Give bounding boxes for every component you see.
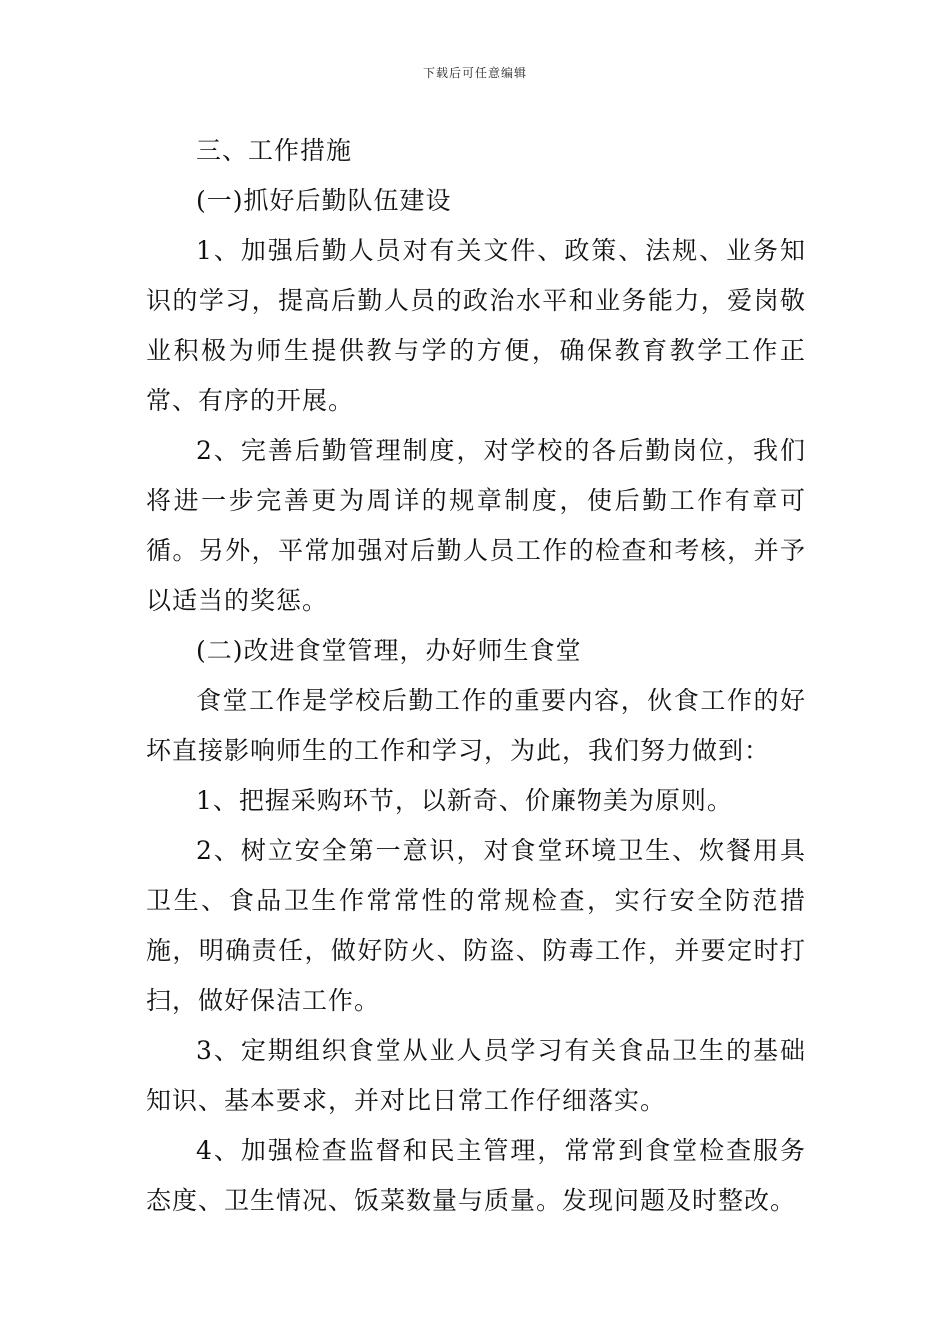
paragraph: 4、加强检查监督和民主管理，常常到食堂检查服务态度、卫生情况、饭菜数量与质量。发现问题及时整改。 [146, 1136, 806, 1215]
paragraph: 1、把握采购环节，以新奇、价廉物美为原则。 [196, 786, 733, 815]
subsection-heading: (二)改进食堂管理，办好师生食堂 [196, 636, 582, 665]
paragraph: 2、完善后勤管理制度，对学校的各后勤岗位，我们将进一步完善更为周详的规章制度，使后勤工作有章可循。另外，平常加强对后勤人员工作的检查和考核，并予以适当的奖惩。 [146, 436, 806, 615]
header-note: 下载后可任意编辑 [422, 66, 527, 80]
section-heading: 三、工作措施 [196, 136, 353, 165]
paragraph: 食堂工作是学校后勤工作的重要内容，伙食工作的好坏直接影响师生的工作和学习，为此，我们努力做到： [146, 686, 806, 765]
paragraph: 1、加强后勤人员对有关文件、政策、法规、业务知识的学习，提高后勤人员的政治水平和业务能力，爱岗敬业积极为师生提供教与学的方便，确保教育教学工作正常、有序的开展。 [146, 236, 806, 415]
document-body [146, 126, 806, 1226]
paragraph: 3、定期组织食堂从业人员学习有关食品卫生的基础知识、基本要求，并对比日常工作仔细落实。 [146, 1036, 806, 1115]
subsection-heading: (一)抓好后勤队伍建设 [196, 186, 452, 215]
paragraph: 2、树立安全第一意识，对食堂环境卫生、炊餐用具卫生、食品卫生作常常性的常规检查，实行安全防范措施，明确责任，做好防火、防盗、防毒工作，并要定时打扫，做好保洁工作。 [146, 836, 806, 1015]
